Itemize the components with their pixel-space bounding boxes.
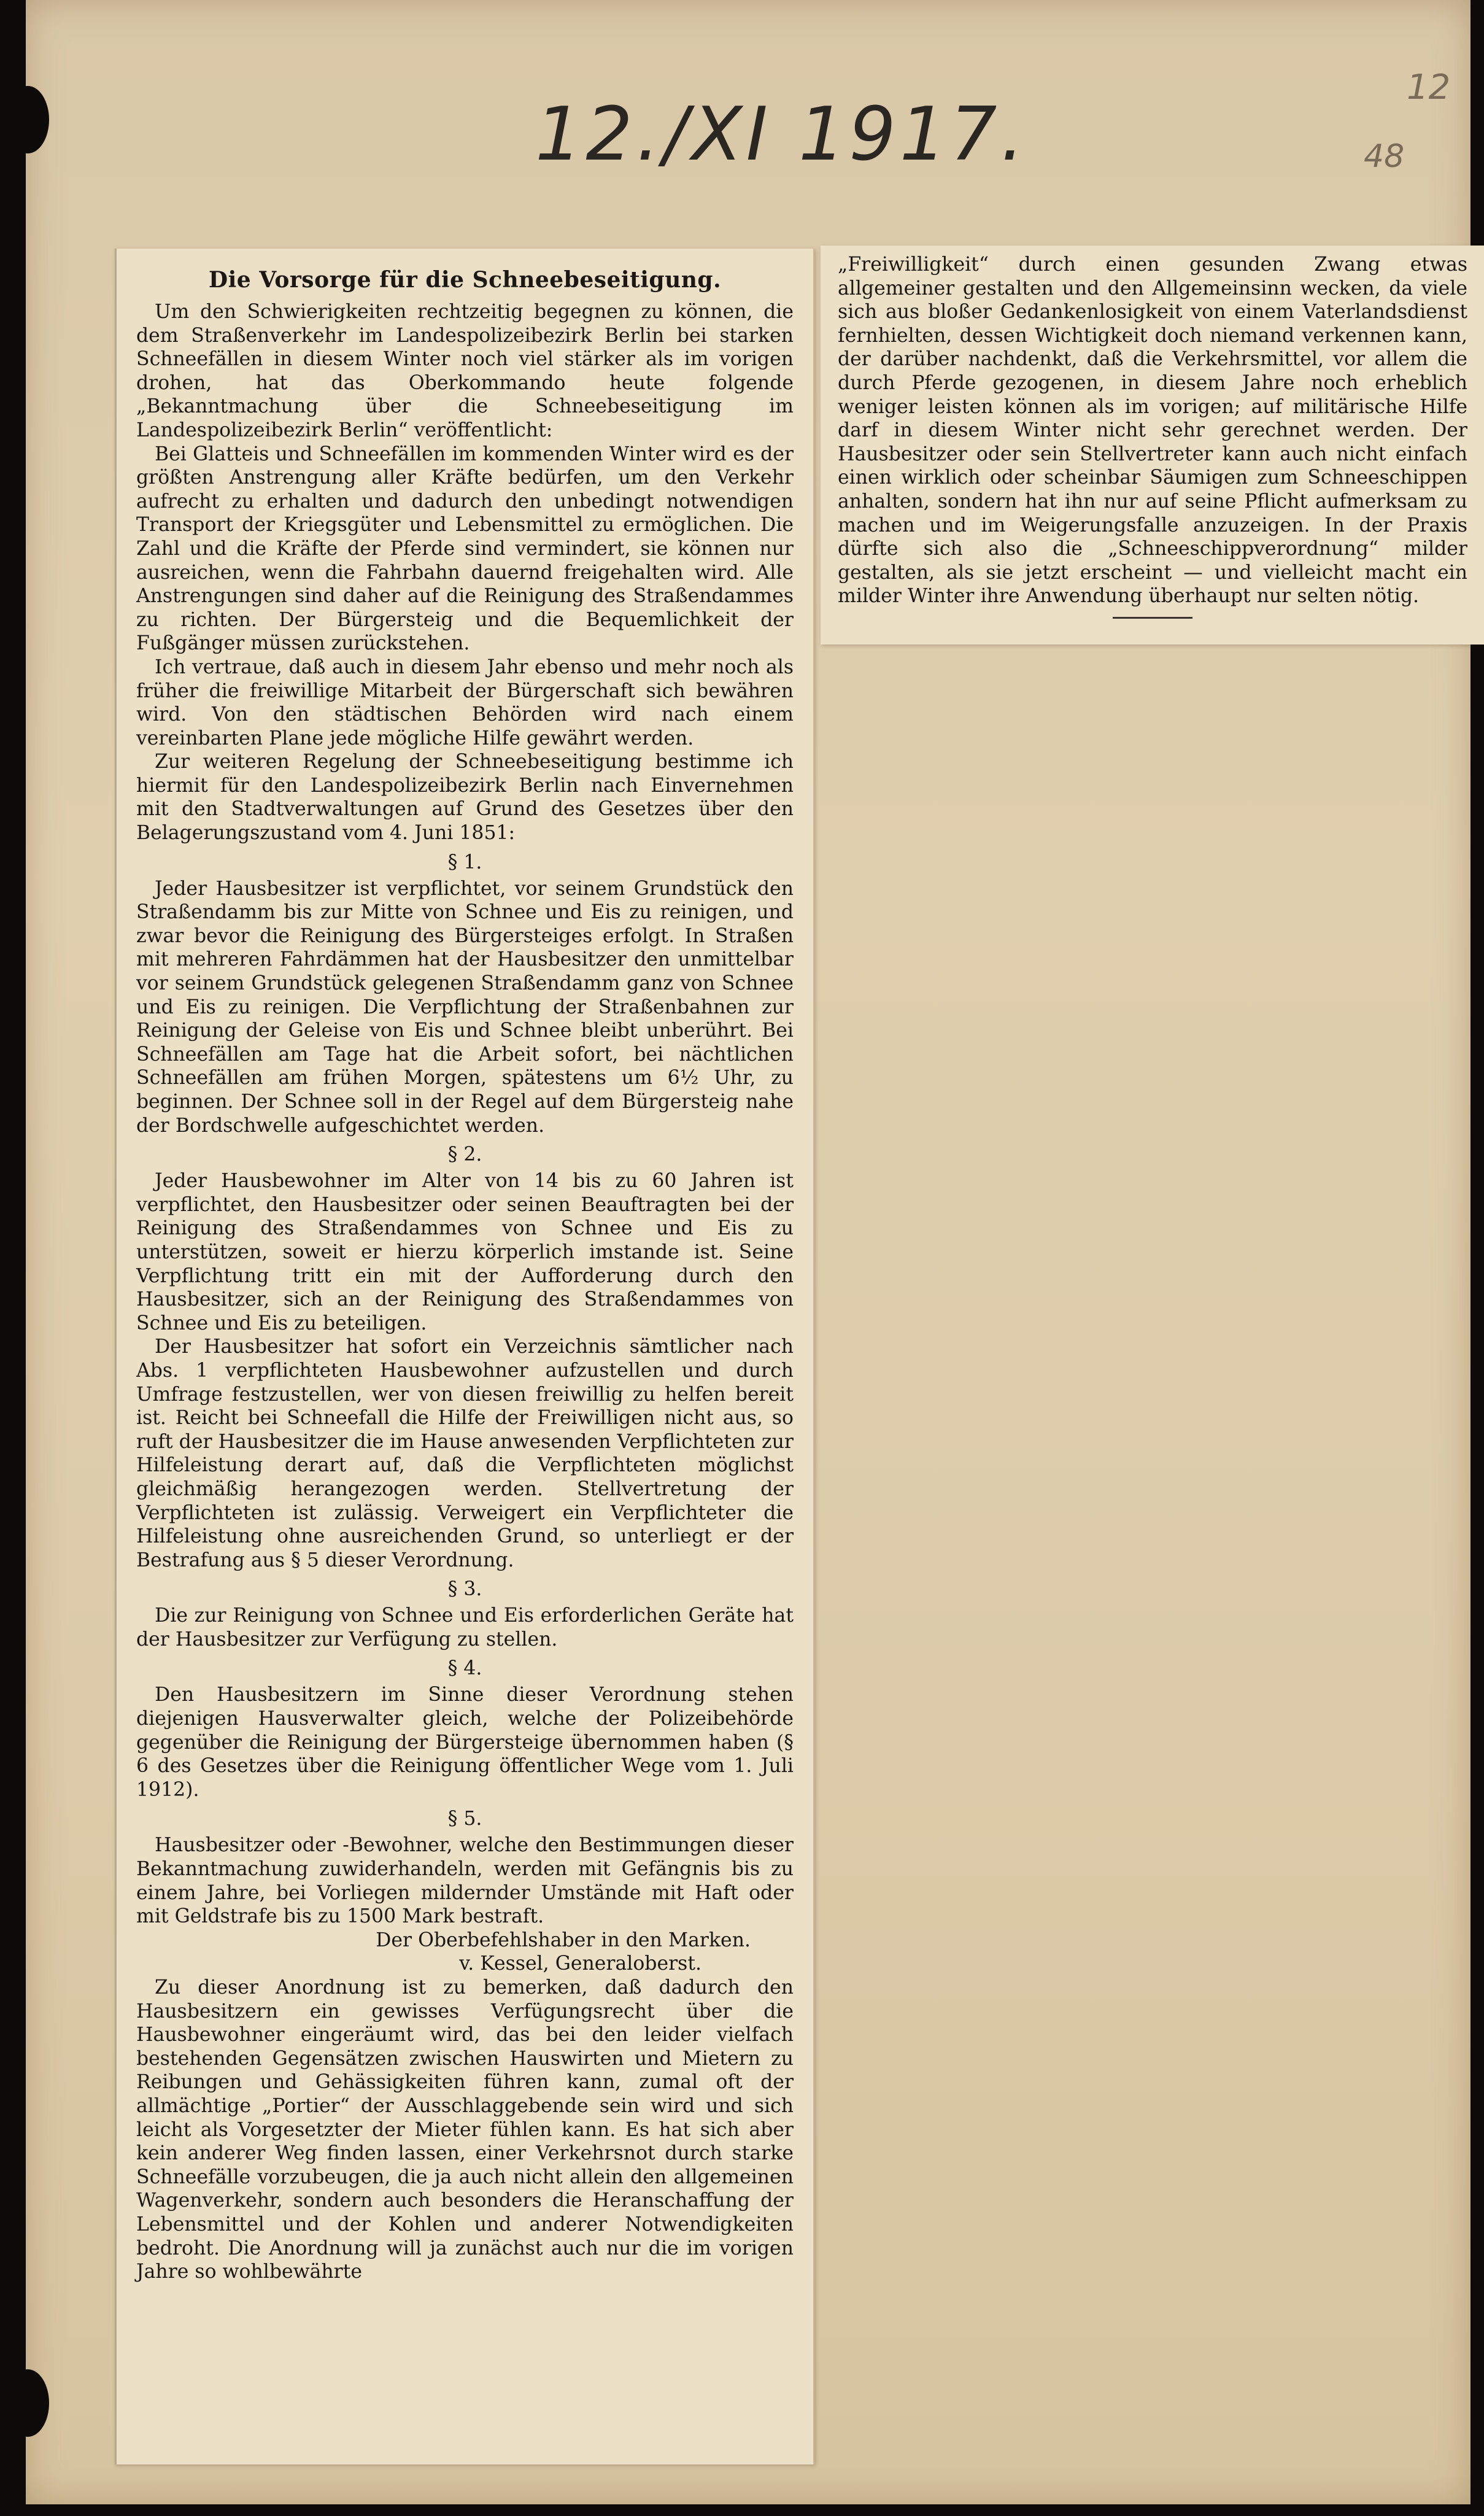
section-heading: § 4.: [447, 1657, 482, 1680]
handwritten-date: 12./XI 1917.: [535, 92, 1028, 177]
faded-stamp: [732, 12, 1026, 74]
end-rule: [1113, 617, 1192, 619]
intro-paragraph: Zur weiteren Regelung der Schneebeseitigung bestimme ich hiermit für den Landespolizeibezirk Berlin nach Einvernehmen mit den Stadtverwaltungen auf Grund des Gesetzes über den Belagerungszustand vom 4. Juni 1851:: [136, 751, 794, 845]
punch-hole-bottom: [6, 2369, 49, 2437]
commentary-paragraph: Zu dieser Anordnung ist zu bemerken, daß dadurch den Hausbesitzern ein gewisses Verfügungsrecht über die Hausbewohner eingeräumt wird, das bei den leider vielfach bestehenden Gegensätzen zwischen Hauswirten und Mietern zu Reibungen und Gehässigkeiten führen kann, zumal oft der allmächtige „Portier“ der Ausschlaggebende sein wird und sich leicht als Vorgesetzter der Mieter fühlen kann. Es hat sich aber kein anderer Weg finden lassen, einer Verkehrsnot durch starke Schneefälle vorzubeugen, die ja auch nicht allein den allgemeinen Wagenverkehr, sondern auch besonders die Heranschaffung der Lebensmittel und der Kohlen und anderer Notwendigkeiten bedroht. Die Anordnung will ja zunächst auch nur die im vorigen Jahre so wohlbewährte: [136, 1976, 794, 2283]
section-paragraph: Jeder Hausbewohner im Alter von 14 bis zu 60 Jahren ist verpflichtet, den Hausbesitzer oder seinen Beauftragten bei der Reinigung des Straßendammes von Schnee und Eis zu unterstützen, soweit er hierzu körperlich imstande ist. Seine Verpflichtung tritt ein mit der Aufforderung durch den Hausbesitzer, sich an der Reinigung des Straßendammes von Schnee und Eis zu beteiligen.: [136, 1170, 794, 1334]
article-title: Die Vorsorge für die Schneebeseitigung.: [208, 267, 722, 293]
folio-number: 12: [1407, 68, 1451, 107]
newspaper-clipping-left: [115, 249, 814, 2464]
section-heading: § 5.: [447, 1808, 482, 1830]
section-paragraph: Hausbesitzer oder -Bewohner, welche den Bestimmungen dieser Bekanntmachung zuwiderhandeln, werden mit Gefängnis bis zu einem Jahre, bei Vorliegen mildernder Umstände mit Haft oder mit Geldstrafe bis zu 1500 Mark bestraft.: [136, 1834, 794, 1928]
section-paragraph: Der Hausbesitzer hat sofort ein Verzeichnis sämtlicher nach Abs. 1 verpflichteten Hausbewohner aufzustellen und durch Umfrage festzustellen, wer von diesen freiwillig zu helfen bereit ist. Reicht bei Schneefall die Hilfe der Freiwilligen nicht aus, so ruft der Hausbesitzer die im Hause anwesenden Verpflichteten zur Hilfeleistung derart auf, daß die Verpflichteten möglichst gleichmäßig herangezogen werden. Stellvertretung der Verpflichteten ist zulässig. Verweigert ein Verpflichteter die Hilfeleistung ohne ausreichenden Grund, so unterliegt er der Bestrafung aus § 5 dieser Verordnung.: [136, 1336, 794, 1571]
punch-hole-top: [6, 86, 49, 153]
section-heading: § 2.: [447, 1144, 482, 1166]
section-paragraph: Den Hausbesitzern im Sinne dieser Verordnung stehen diejenigen Hausverwalter gleich, welche der Polizeibehörde gegenüber die Reinigung der Bürgersteige übernommen haben (§ 6 des Gesetzes über die Reinigung öffentlicher Wege vom 1. Juli 1912).: [136, 1684, 794, 1801]
archive-sheet: [26, 0, 1470, 2504]
newspaper-clipping-right: [821, 246, 1484, 644]
intro-paragraph: Ich vertraue, daß auch in diesem Jahr ebenso und mehr noch als früher die freiwillige Mitarbeit der Bürgerschaft sich bewähren wird. Von den städtischen Behörden wird nach einem vereinbarten Plane jede mögliche Hilfe gewährt werden.: [136, 656, 794, 749]
intro-paragraph: Bei Glatteis und Schneefällen im kommenden Winter wird es der größten Anstrengung aller Kräfte bedürfen, um den Verkehr aufrecht zu erhalten und dadurch den unbedingt notwendigen Transport der Kriegsgüter und Lebensmittel zu ermöglichen. Die Zahl und die Kräfte der Pferde sind vermindert, sie können nur ausreichen, wenn die Fahrbahn dauernd freigehalten wird. Alle Anstrengungen sind daher auf die Reinigung des Straßendammes zu richten. Der Bürgersteig und die Bequemlichkeit der Fußgänger müssen zurückstehen.: [136, 443, 794, 655]
signature-name: v. Kessel, Generaloberst.: [459, 1953, 701, 1975]
signature-title: Der Oberbefehlshaber in den Marken.: [376, 1929, 751, 1951]
section-heading: § 1.: [447, 851, 482, 873]
page-number: 48: [1364, 138, 1405, 175]
section-paragraph: Die zur Reinigung von Schnee und Eis erforderlichen Geräte hat der Hausbesitzer zur Verfügung zu stellen.: [136, 1604, 794, 1651]
intro-paragraph: Um den Schwierigkeiten rechtzeitig begegnen zu können, die dem Straßenverkehr im Landespolizeibezirk Berlin bei starken Schneefällen in diesem Winter noch viel stärker als im vorigen drohen, hat das Oberkommando heute folgende „Bekanntmachung über die Schneebeseitigung im Landespolizeibezirk Berlin“ veröffentlicht:: [136, 301, 794, 441]
section-paragraph: Jeder Hausbesitzer ist verpflichtet, vor seinem Grundstück den Straßendamm bis zur Mitte von Schnee und Eis zu reinigen, und zwar bevor die Reinigung des Bürgersteiges erfolgt. In Straßen mit mehreren Fahrdämmen hat der Hausbesitzer den unmittelbar vor seinem Grundstück gelegenen Straßendamm ganz von Schnee und Eis zu reinigen. Die Verpflichtung der Straßenbahnen zur Reinigung der Geleise von Eis und Schnee bleibt unberührt. Bei Schneefällen am Tage hat die Arbeit sofort, bei nächtlichen Schneefällen am frühen Morgen, spätestens um 6½ Uhr, zu beginnen. Der Schnee soll in der Regel auf dem Bürgersteig nahe der Bordschwelle aufgeschichtet werden.: [136, 877, 794, 1137]
section-heading: § 3.: [447, 1578, 482, 1601]
continuation-paragraph: „Freiwilligkeit“ durch einen gesunden Zwang etwas allgemeiner gestalten und den Allgemeinsinn wecken, da viele sich aus bloßer Gedankenlosigkeit von einem Vaterlandsdienst fernhielten, dessen Wichtigkeit doch niemand verkennen kann, der darüber nachdenkt, daß die Verkehrsmittel, vor allem die durch Pferde gezogenen, in diesem Jahre noch erheblich weniger leisten können als im vorigen; auf militärische Hilfe darf in diesem Winter nicht sehr gerechnet werden. Der Hausbesitzer oder sein Stellvertreter kann auch nicht einfach einen wirklich oder scheinbar Säumigen zum Schneeschippen anhalten, sondern hat ihn nur auf seine Pflicht aufmerksam zu machen und im Weigerungsfalle anzuzeigen. In der Praxis dürfte sich also die „Schneeschippverordnung“ milder gestalten, als sie jetzt erscheint — und vielleicht macht ein milder Winter ihre Anwendung überhaupt nur selten nötig.: [838, 254, 1467, 608]
